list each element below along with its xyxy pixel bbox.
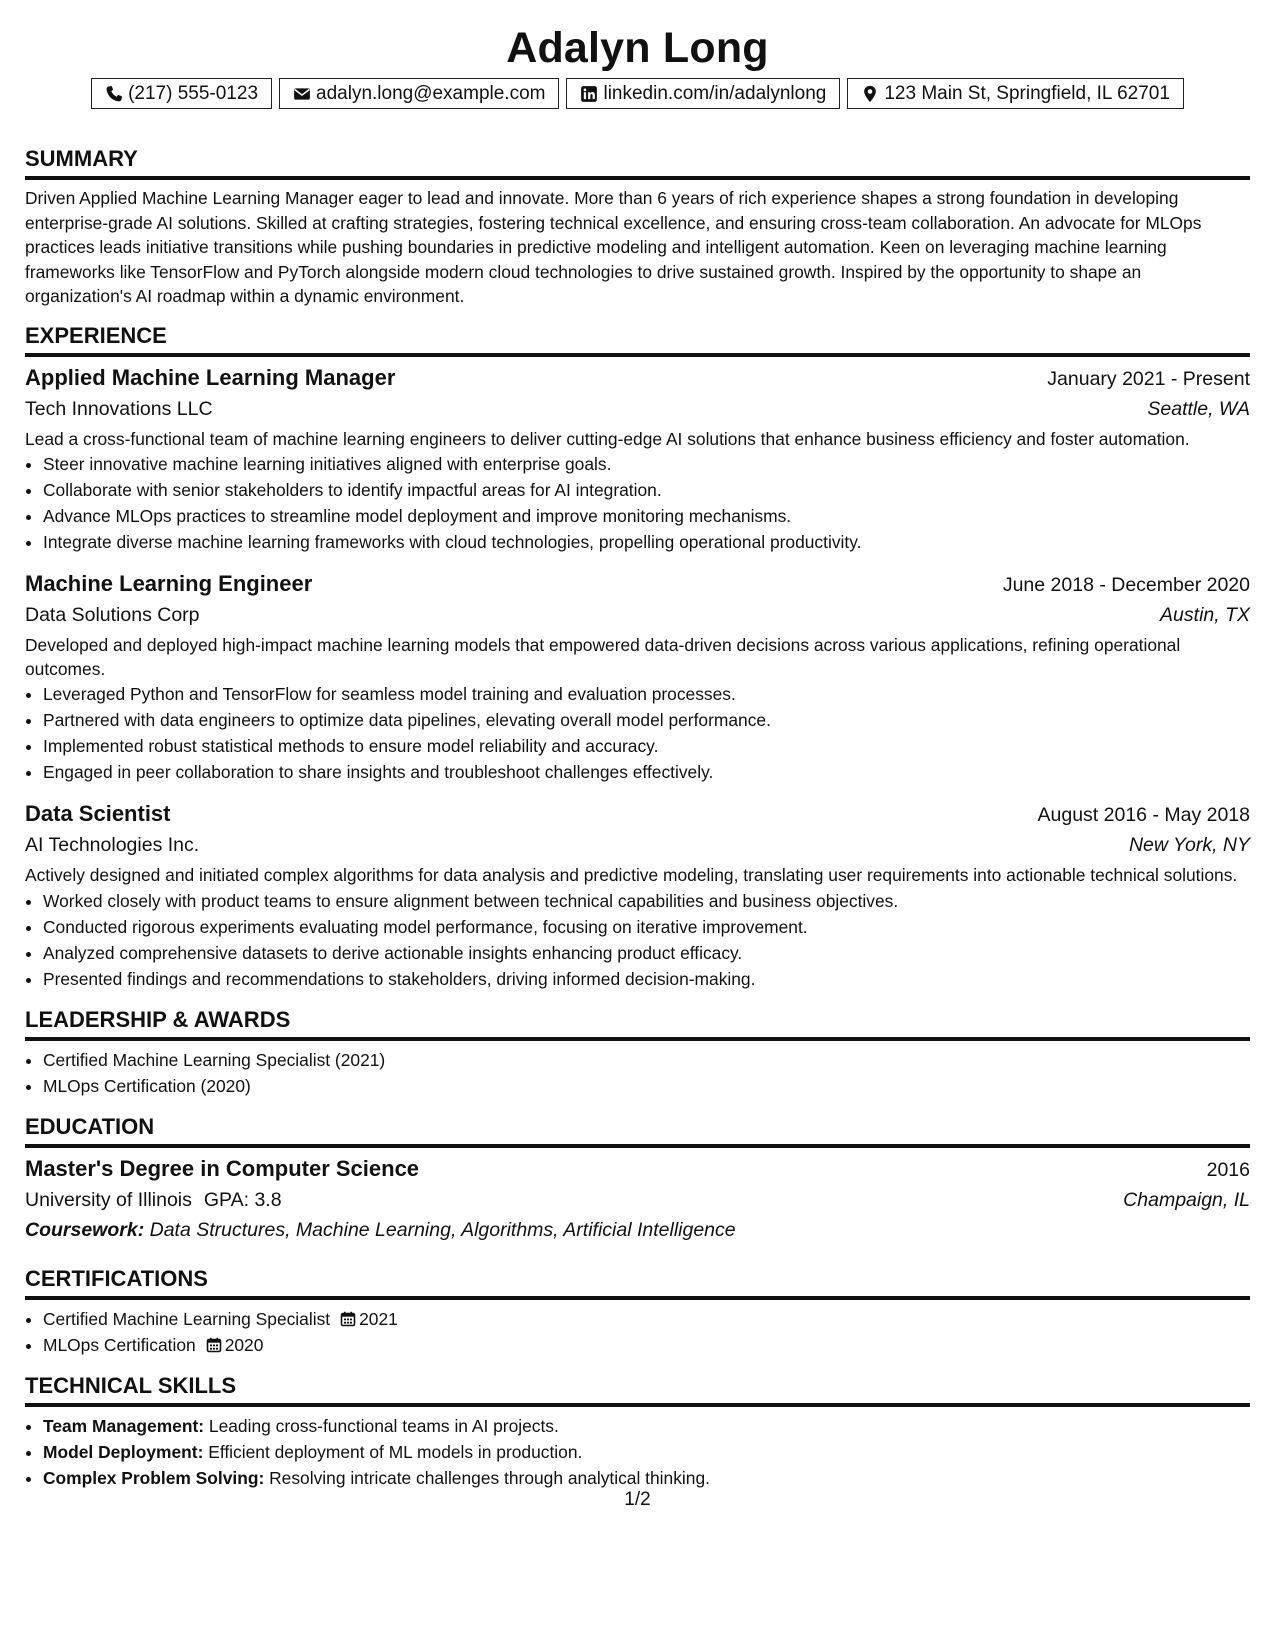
- certifications-list: [25, 1306, 1250, 1358]
- company-name: AI Technologies Inc.: [25, 834, 200, 857]
- job-bullets: [25, 451, 1250, 555]
- job-entry: [25, 569, 1250, 785]
- job-dates: June 2018 - December 2020: [1002, 574, 1250, 597]
- experience-heading: EXPERIENCE: [25, 322, 1250, 357]
- job-title: Applied Machine Learning Manager: [25, 364, 396, 390]
- list-item: • Integrate diverse machine learning frameworks with cloud technologies, propelling operational productivity.: [43, 529, 1250, 555]
- leadership-list: [25, 1047, 1250, 1099]
- school-name: University of Illinois: [25, 1188, 192, 1211]
- list-item: • Advance MLOps practices to streamline model deployment and improve monitoring mechanisms.: [43, 503, 1250, 529]
- job-entry: [25, 363, 1250, 556]
- certification-name: Certified Machine Learning Specialist: [43, 1308, 331, 1329]
- job-description: Actively designed and initiated complex algorithms for data analysis and predictive modeling, translating user requirements into actionable technical solutions.: [25, 865, 1238, 886]
- list-item: [43, 1413, 1250, 1439]
- phone-icon: [105, 85, 123, 103]
- skills-heading: TECHNICAL SKILLS: [25, 1372, 1250, 1407]
- contact-phone-text: (217) 555-0123: [128, 83, 259, 104]
- job-bullets: [25, 681, 1250, 785]
- contact-linkedin[interactable]: [566, 78, 840, 109]
- job-dates: August 2016 - May 2018: [1037, 804, 1250, 827]
- degree-title: Master's Degree in Computer Science: [25, 1155, 420, 1181]
- list-item: [43, 1332, 1250, 1358]
- list-item: [43, 1439, 1250, 1465]
- list-item: • Steer innovative machine learning initiatives aligned with enterprise goals.: [43, 451, 1250, 477]
- linkedin-icon: [580, 85, 598, 103]
- leadership-heading: LEADERSHIP & AWARDS: [25, 1006, 1250, 1041]
- skill-name: Complex Problem Solving:: [43, 1467, 265, 1488]
- list-item: • Engaged in peer collaboration to share insights and troubleshoot challenges effectively.: [43, 759, 1250, 785]
- list-item: • Conducted rigorous experiments evaluating model performance, focusing on iterative improvement.: [43, 914, 1250, 940]
- education-heading: EDUCATION: [25, 1113, 1250, 1148]
- job-dates: January 2021 - Present: [1047, 367, 1250, 390]
- company-name: Data Solutions Corp: [25, 604, 200, 627]
- calendar-icon: [340, 1311, 356, 1327]
- leadership-section: [25, 1006, 1250, 1099]
- skill-description: Efficient deployment of ML models in production.: [208, 1441, 583, 1462]
- summary-text: Driven Applied Machine Learning Manager eager to lead and innovate. More than 6 years of rich experience shapes a strong foundation in developing enterprise-grade AI solutions. Skilled at crafting strategies, fostering technical excellence, and ensuring cross-team collaboration. An advocate for MLOps practices leads initiative transitions while pushing boundaries in predictive modeling and intelligent automation. Keen on leveraging machine learning frameworks like TensorFlow and PyTorch alongside modern cloud technologies to drive sustained growth. Inspired by the opportunity to shape an organization's AI roadmap within a dynamic environment.: [25, 188, 1202, 307]
- list-item: • Leveraged Python and TensorFlow for seamless model training and evaluation processes.: [43, 681, 1250, 707]
- coursework-label: Coursework:: [25, 1218, 145, 1241]
- contact-address[interactable]: [847, 78, 1184, 109]
- job-location: New York, NY: [1128, 834, 1250, 857]
- summary-heading: SUMMARY: [25, 145, 1250, 180]
- gpa: GPA: 3.8: [203, 1188, 282, 1211]
- job-bullets: [25, 888, 1250, 992]
- list-item: • Implemented robust statistical methods to ensure model reliability and accuracy.: [43, 733, 1250, 759]
- job-location: Seattle, WA: [1147, 397, 1250, 420]
- list-item: • Analyzed comprehensive datasets to derive actionable insights enhancing product efficacy.: [43, 940, 1250, 966]
- email-icon: [293, 85, 311, 103]
- skill-description: Resolving intricate challenges through analytical thinking.: [269, 1467, 710, 1488]
- list-item: • MLOps Certification (2020): [43, 1073, 1250, 1099]
- coursework: [25, 1215, 1250, 1245]
- certifications-section: [25, 1265, 1250, 1358]
- contact-bar: [25, 78, 1250, 109]
- page-indicator: 1/2: [624, 1489, 651, 1510]
- location-pin-icon: [861, 85, 879, 103]
- job-location: Austin, TX: [1160, 604, 1250, 627]
- experience-section: [25, 322, 1250, 992]
- job-title: Data Scientist: [25, 801, 171, 827]
- skill-name: Team Management:: [43, 1415, 205, 1436]
- contact-linkedin-text: linkedin.com/in/adalynlong: [603, 83, 827, 104]
- certifications-heading: CERTIFICATIONS: [25, 1265, 1250, 1300]
- job-description: Developed and deployed high-impact machine learning models that empowered data-driven decisions across various applications, refining operational outcomes.: [25, 635, 1181, 679]
- calendar-icon: [206, 1337, 222, 1353]
- contact-email[interactable]: [279, 78, 559, 109]
- job-title: Machine Learning Engineer: [25, 571, 313, 597]
- list-item: • Worked closely with product teams to ensure alignment between technical capabilities and business objectives.: [43, 888, 1250, 914]
- contact-phone[interactable]: [91, 78, 272, 109]
- candidate-name: Adalyn Long: [506, 24, 769, 72]
- certification-year: 2020: [224, 1334, 264, 1355]
- certification-name: MLOps Certification: [43, 1334, 196, 1355]
- certification-year: 2021: [359, 1308, 398, 1329]
- list-item: • Presented findings and recommendations to stakeholders, driving informed decision-making.: [43, 966, 1250, 992]
- resume-page: [25, 22, 1250, 1491]
- contact-email-text: adalyn.long@example.com: [316, 83, 546, 104]
- company-name: Tech Innovations LLC: [25, 397, 213, 420]
- skills-list: [25, 1413, 1250, 1491]
- list-item: • Certified Machine Learning Specialist (2021): [43, 1047, 1250, 1073]
- skills-section: [25, 1372, 1250, 1491]
- list-item: • Collaborate with senior stakeholders to identify impactful areas for AI integration.: [43, 477, 1250, 503]
- school-location: Champaign, IL: [1123, 1188, 1250, 1211]
- job-description: Lead a cross-functional team of machine learning engineers to deliver cutting-edge AI solutions that enhance business efficiency and foster automation.: [25, 428, 1190, 449]
- skill-description: Leading cross-functional teams in AI projects.: [208, 1415, 559, 1436]
- graduation-year: 2016: [1206, 1158, 1250, 1181]
- summary-section: [25, 145, 1250, 309]
- contact-address-text: 123 Main St, Springfield, IL 62701: [884, 83, 1170, 104]
- job-entry: [25, 799, 1250, 992]
- education-section: [25, 1113, 1250, 1245]
- list-item: • Partnered with data engineers to optimize data pipelines, elevating overall model performance.: [43, 707, 1250, 733]
- skill-name: Model Deployment:: [43, 1441, 204, 1462]
- list-item: [43, 1306, 1250, 1332]
- coursework-list: Data Structures, Machine Learning, Algorithms, Artificial Intelligence: [149, 1218, 736, 1241]
